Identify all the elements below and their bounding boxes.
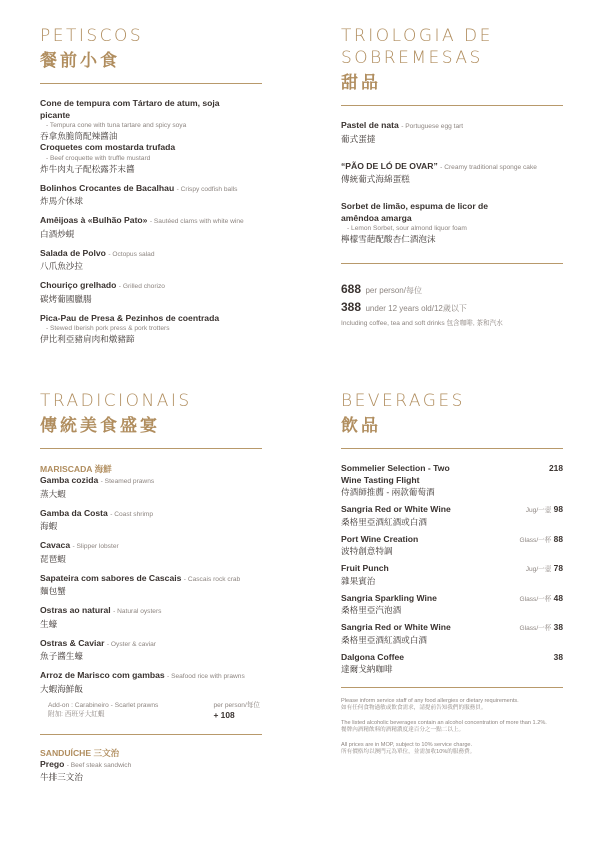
beverage-name: Sommelier Selection - Two Wine Tasting Flight xyxy=(341,463,450,485)
adult-price-unit: per person/每位 xyxy=(365,286,422,295)
beverage-chinese: 桑格里亞汽泡酒 xyxy=(341,605,402,615)
tradicionais-section xyxy=(40,390,262,783)
item-chinese: 炸馬介休球 xyxy=(40,196,83,206)
beverage-item xyxy=(341,463,563,498)
addon-unit: per person/每位 xyxy=(213,701,260,709)
item-english: - Slipper lobster xyxy=(72,543,119,550)
menu-item xyxy=(40,508,262,533)
item-chinese: 琵琶蝦 xyxy=(40,553,66,564)
item-name: Gamba da Costa xyxy=(40,507,108,518)
item-chinese: 生蠔 xyxy=(40,618,58,629)
beverage-unit: Glass/一杯 xyxy=(519,625,552,632)
beverage-chinese: 侍酒師推薦 - 兩款葡萄酒 xyxy=(341,487,435,497)
item-english: - Octopus salad xyxy=(108,250,155,258)
beverage-name: Sangria Sparkling Wine xyxy=(341,592,437,603)
item-name: “PÃO DE LÓ DE OVAR” xyxy=(341,160,438,171)
menu-item xyxy=(40,280,262,305)
beverage-item xyxy=(341,534,563,558)
menu-item xyxy=(40,248,262,273)
beverage-item xyxy=(341,593,563,617)
menu-item xyxy=(40,638,262,663)
menu-item xyxy=(40,183,262,208)
beverage-name: Sangria Red or White Wine xyxy=(341,622,451,632)
divider xyxy=(341,105,563,106)
beverage-price: 38 xyxy=(553,622,563,632)
item-chinese: 八爪魚沙拉 xyxy=(40,261,83,271)
item-chinese: 蒸大蝦 xyxy=(40,488,66,499)
menu-item xyxy=(341,201,563,245)
tradicionais-title: TRADICIONAIS xyxy=(40,391,192,411)
addon-price: + 108 xyxy=(213,709,235,720)
petiscos-title: PETISCOS xyxy=(40,26,144,46)
item-english: - Tempura cone with tuna tartare and spicy soya xyxy=(46,122,187,129)
item-english: - Coast shrimp xyxy=(110,510,154,518)
petiscos-title-zh: 餐前小食 xyxy=(40,51,120,71)
menu-item xyxy=(341,161,563,186)
item-name: Pastel de nata xyxy=(341,120,399,130)
item-english: - Cascais rock crab xyxy=(183,575,241,583)
beverage-name: Port Wine Creation xyxy=(341,533,419,544)
item-name: Croquetes com mostarda trufada xyxy=(40,142,176,152)
menu-item xyxy=(40,98,262,142)
item-name: Gamba cozida xyxy=(40,475,99,485)
item-english: - Steamed prawns xyxy=(100,478,155,485)
divider xyxy=(341,687,563,688)
sanduiche-heading: SANDUÍCHE 三文治 xyxy=(40,747,120,758)
item-chinese: 炸牛肉丸子配松露芥末醬 xyxy=(40,163,135,174)
divider xyxy=(40,448,262,449)
item-english: - Lemon Sorbet, sour almond liquor foam xyxy=(347,225,467,232)
divider xyxy=(40,734,262,735)
beverages-section xyxy=(341,390,563,756)
beverage-chinese: 桑格里亞酒紅酒或白酒 xyxy=(341,634,427,645)
adult-price: 688 xyxy=(341,282,362,296)
sobremesas-section xyxy=(341,25,563,328)
item-name: Cone de tempura com Tártaro de atum, soja picante xyxy=(40,98,220,120)
child-price-unit: under 12 years old/12歲以下 xyxy=(365,304,467,313)
item-chinese: 大蝦海鮮飯 xyxy=(40,683,83,694)
item-english: - Oyster & caviar xyxy=(106,640,156,648)
item-english: - Natural oysters xyxy=(113,608,162,615)
menu-item xyxy=(341,120,563,145)
item-english: - Stewed Iberish pork press & pork trotters xyxy=(46,325,170,332)
petiscos-section xyxy=(40,25,262,345)
item-english: - Portuguese egg tart xyxy=(401,123,464,130)
sanduiche-block xyxy=(40,747,262,784)
beverages-title: BEVERAGES xyxy=(341,391,465,411)
beverage-chinese: 桑格里亞酒紅酒或白酒 xyxy=(341,516,427,527)
beverage-item xyxy=(341,563,563,587)
item-english: - Crispy codfish balls xyxy=(176,185,238,193)
item-chinese: 魚子醬生蠔 xyxy=(40,651,83,661)
item-chinese: 葡式蛋撻 xyxy=(341,133,376,144)
item-english: - Beef croquette with truffle mustard xyxy=(46,154,151,162)
beverage-price: 48 xyxy=(553,592,563,603)
item-name: Arroz de Marisco com gambas xyxy=(40,670,165,680)
addon-english: Add-on : Carabineiro - Scarlet prawns xyxy=(48,701,159,709)
price-note: All prices are in MOP, subject to 10% service charge. xyxy=(341,741,473,748)
beverage-name: Sangria Red or White Wine xyxy=(341,504,451,514)
beverage-chinese: 波特創意特調 xyxy=(341,546,393,556)
footnotes xyxy=(341,698,563,756)
beverage-unit: Jug/一壺 xyxy=(525,566,552,573)
menu-item xyxy=(40,475,262,500)
menu-item xyxy=(40,540,262,565)
sobremesas-title-line1: TRIOLOGIA DE xyxy=(341,26,493,46)
addon-chinese: 附加: 西班牙大紅蝦 xyxy=(48,710,105,718)
menu-item xyxy=(40,605,262,630)
alcohol-note: The listed alcoholic beverages contain an alcohol concentration of more than 1.2%. xyxy=(341,719,547,726)
sobremesas-title-zh: 甜品 xyxy=(341,73,381,93)
item-english: - Creamy traditional sponge cake xyxy=(440,163,537,171)
menu-item xyxy=(40,670,262,695)
set-price xyxy=(341,280,563,328)
item-name: Sapateira com sabores de Cascais xyxy=(40,572,182,583)
beverage-item xyxy=(341,504,563,528)
includes-note: Including coffee, tea and soft drinks 包含咖啡, 茶和汽水 xyxy=(341,320,503,327)
item-chinese: 伊比利亞豬肩肉和燉豬蹄 xyxy=(40,334,135,344)
item-chinese: 傳統葡式海綿蛋糕 xyxy=(341,174,410,184)
item-name: Ostras & Caviar xyxy=(40,637,105,648)
item-chinese: 檸檬雪葩配酸杏仁酒泡沫 xyxy=(341,234,436,244)
beverage-price: 88 xyxy=(553,533,563,544)
item-chinese: 牛排三文治 xyxy=(40,772,83,782)
beverage-chinese: 雜果賓治 xyxy=(341,575,376,586)
item-name: Prego xyxy=(40,758,65,769)
beverage-unit: Glass/一杯 xyxy=(519,595,552,603)
allergy-note-zh: 如有任何食物過敏或飲食需求，請提前告知我們的服務員。 xyxy=(341,705,487,712)
beverage-price: 218 xyxy=(549,463,563,473)
item-name: Ostras ao natural xyxy=(40,605,111,615)
item-chinese: 白酒炒蜆 xyxy=(40,228,75,239)
divider xyxy=(341,448,563,449)
divider xyxy=(341,263,563,264)
item-name: Bolinhos Crocantes de Bacalhau xyxy=(40,182,175,193)
tradicionais-title-zh: 傳統美食盛宴 xyxy=(40,416,160,436)
beverage-name: Fruit Punch xyxy=(341,563,389,573)
menu-item xyxy=(40,142,262,175)
item-chinese: 碳烤葡國臘腸 xyxy=(40,293,92,304)
beverage-chinese: 達爾戈納咖啡 xyxy=(341,664,393,674)
item-name: Sorbet de limão, espuma de licor de amêndoa amarga xyxy=(341,201,489,223)
item-chinese: 海蝦 xyxy=(40,521,58,531)
beverage-unit: Jug/一壺 xyxy=(525,507,552,514)
item-chinese: 麵包蟹 xyxy=(40,586,66,596)
item-name: Salada de Polvo xyxy=(40,247,106,258)
beverages-title-zh: 飲品 xyxy=(341,416,381,436)
item-chinese: 吞拿魚脆筒配辣醬油 xyxy=(40,131,118,141)
beverage-name: Dalgona Coffee xyxy=(341,651,405,662)
menu-item xyxy=(40,573,262,598)
item-name: Amêijoas à «Bulhão Pato» xyxy=(40,215,148,225)
price-note-zh: 所有價格均以澳門元為單位，並需加收10%的服務費。 xyxy=(341,749,476,756)
item-name: Pica-Pau de Presa & Pezinhos de coentrada xyxy=(40,312,220,323)
item-name: Chouriço grelhado xyxy=(40,280,117,290)
menu-item xyxy=(40,313,262,346)
divider xyxy=(40,83,262,84)
item-english: - Grilled chorizo xyxy=(118,283,165,290)
menu-item xyxy=(40,215,262,240)
beverage-item xyxy=(341,652,563,676)
item-english: - Sautéed clams with white wine xyxy=(149,218,244,225)
item-name: Cavaca xyxy=(40,540,71,550)
beverage-price: 38 xyxy=(553,651,563,662)
allergy-note: Please inform service staff of any food allergies or dietary requirements. xyxy=(341,698,519,704)
item-english: - Beef steak sandwich xyxy=(66,761,132,769)
alcohol-note-zh: 餐牌內酒精飲料的酒精濃度達百分之一點二以上。 xyxy=(341,727,465,734)
sobremesas-title-line2: SOBREMESAS xyxy=(341,48,483,68)
beverage-unit: Glass/一杯 xyxy=(519,536,552,544)
child-price: 388 xyxy=(341,300,362,314)
beverage-price: 98 xyxy=(553,504,563,514)
beverage-item xyxy=(341,622,563,646)
item-english: - Seafood rice with prawns xyxy=(167,673,245,680)
addon xyxy=(40,701,262,720)
beverage-price: 78 xyxy=(553,563,563,573)
mariscada-heading: MARISCADA 海鮮 xyxy=(40,464,112,474)
